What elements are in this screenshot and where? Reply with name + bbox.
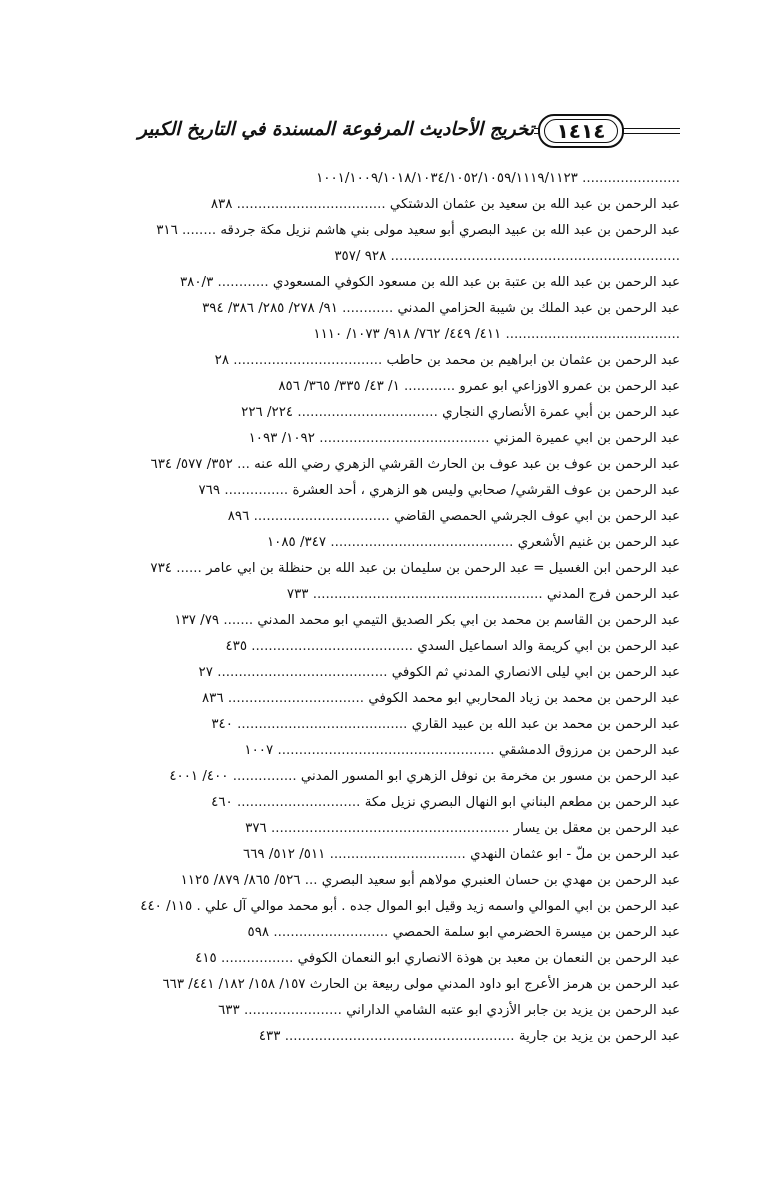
- index-entry: [84, 348, 680, 374]
- dot-leader: .: [196, 899, 201, 914]
- index-entry: [84, 868, 680, 894]
- dot-leader: ......................................................: [284, 1029, 515, 1044]
- hadith-numbers: ٧٣٣: [286, 587, 309, 602]
- index-entry: [84, 738, 680, 764]
- index-entry: [84, 946, 680, 972]
- hadith-numbers: ٦٣٣: [218, 1003, 240, 1018]
- narrator-name: عبد الرحمن بن يزيد بن جابر الأزدي ابو عتبه الشامي الداراني: [346, 1003, 680, 1018]
- index-entry: [84, 634, 680, 660]
- index-entry: [84, 270, 680, 296]
- dot-leader: .......................: [582, 171, 680, 186]
- dot-leader: .........................................: [505, 327, 680, 342]
- narrator-name: عبد الرحمن بن محمد بن زياد المحاربي ابو محمد الكوفي: [368, 691, 680, 706]
- page-number-badge: [538, 114, 624, 148]
- index-entry: [84, 504, 680, 530]
- hadith-numbers: ٣٤٠: [211, 717, 233, 732]
- index-entry: [84, 452, 680, 478]
- narrator-name: عبد الرحمن بن عبد الملك بن شيبة الحزامي المدني: [397, 301, 680, 316]
- dot-leader: ................................: [253, 509, 390, 524]
- index-entry: [84, 764, 680, 790]
- dot-leader: .............................: [236, 795, 361, 810]
- narrator-name: عبد الرحمن بن يزيد بن جارية: [518, 1029, 680, 1044]
- hadith-numbers: ١٠٩٢/ ١٠٩٣: [248, 431, 315, 446]
- index-entry: [84, 842, 680, 868]
- index-entry: [84, 972, 680, 998]
- index-entry: [84, 920, 680, 946]
- hadith-numbers: ٣٧٦: [245, 821, 267, 836]
- index-entry: [84, 790, 680, 816]
- dot-leader: ................................: [329, 847, 466, 862]
- narrator-name: عبد الرحمن بن غنيم الأشعري: [517, 535, 680, 550]
- dot-leader: ............: [404, 379, 456, 394]
- dot-leader: ............: [217, 275, 269, 290]
- index-entry: [84, 530, 680, 556]
- index-entry: [84, 1024, 680, 1050]
- dot-leader: ......: [176, 561, 202, 576]
- narrator-name: عبد الرحمن بن مطعم البناني ابو النهال البصري نزيل مكة: [364, 795, 680, 810]
- narrator-name: عبد الرحمن بن عبد الله بن سعيد بن عثمان الدشتكي: [389, 197, 680, 212]
- hadith-numbers: ١/ ٤٣/ ٣٣٥/ ٣٦٥/ ٨٥٦: [278, 379, 400, 394]
- hadith-numbers: ٤٠٠/ ٤٠٠١: [169, 769, 229, 784]
- hadith-numbers: ٣٥٢/ ٥٧٧/ ٦٣٤: [150, 457, 233, 472]
- index-entry: [84, 374, 680, 400]
- narrator-name: عبد الرحمن بن القاسم بن محمد بن ابي بكر الصديق التيمي ابو محمد المدني: [257, 613, 680, 628]
- dot-leader: ...................................................: [277, 743, 495, 758]
- narrator-name: عبد الرحمن بن عثمان بن ابراهيم بن محمد بن حاطب: [386, 353, 680, 368]
- narrator-name: عبد الرحمن بن مسور بن مخرمة بن نوفل الزهري ابو المسور المدني: [300, 769, 680, 784]
- index-entry: [84, 218, 680, 244]
- index-entry: [84, 608, 680, 634]
- hadith-numbers: ٢٢٤/ ٢٢٦: [241, 405, 294, 420]
- hadith-numbers: ٩٢٨ /٣٥٧: [334, 249, 387, 264]
- narrator-name: عبد الرحمن بن ميسرة الحضرمي ابو سلمة الحمصي: [392, 925, 680, 940]
- index-entry: [84, 816, 680, 842]
- narrator-name: عبد الرحمن بن محمد بن عبد الله بن عبيد القاري: [411, 717, 680, 732]
- hadith-numbers: ٧٣٤: [150, 561, 172, 576]
- narrator-name: عبد الرحمن بن هرمز الأعرج ابو داود المدني مولى ربيعة بن الحارث: [309, 977, 680, 992]
- dot-leader: ......................................: [251, 639, 414, 654]
- narrator-name: عبد الرحمن ابن الغسيل = عبد الرحمن بن سليمان بن عبد الله بن حنظلة بن ابي عامر: [206, 561, 680, 576]
- dot-leader: .......................: [243, 1003, 342, 1018]
- running-title: تخريج الأحاديث المرفوعة المسندة في التاريخ الكبير: [84, 114, 534, 146]
- index-entry: [84, 998, 680, 1024]
- hadith-numbers: ١١٥/ ٤٤٠: [140, 899, 193, 914]
- hadith-numbers: ٨٣٦: [201, 691, 224, 706]
- narrator-name: عبد الرحمن بن ابي الموالي واسمه زيد وقيل ابو الموال جده . أبو محمد موالي آل علي: [204, 899, 680, 914]
- index-entry: [84, 712, 680, 738]
- index-entry: [84, 556, 680, 582]
- dot-leader: ...: [237, 457, 250, 472]
- narrator-name: عبد الرحمن بن مهدي بن حسان العنبري مولاهم أبو سعيد البصري: [321, 873, 680, 888]
- narrator-name: عبد الرحمن بن عبد الله بن عتبة بن عبد الله بن مسعود الكوفي المسعودي: [272, 275, 680, 290]
- index-entry: [84, 582, 680, 608]
- narrator-name: عبد الرحمن بن النعمان بن معبد بن هوذة الانصاري ابو النعمان الكوفي: [297, 951, 680, 966]
- narrator-name: عبد الرحمن بن عبد الله بن عبيد البصري أبو سعيد مولى بني هاشم نزيل مكة جردقه: [220, 223, 680, 238]
- dot-leader: ...............: [224, 483, 289, 498]
- dot-leader: ...................................: [233, 353, 383, 368]
- narrator-index-list: [84, 166, 680, 1050]
- hadith-numbers: ٣١٦: [156, 223, 178, 238]
- hadith-numbers: ٧٦٩: [198, 483, 221, 498]
- hadith-numbers: ٤١٥: [195, 951, 217, 966]
- hadith-numbers: ٧٩/ ١٣٧: [174, 613, 220, 628]
- dot-leader: ......................................................: [312, 587, 543, 602]
- hadith-numbers: ١٥٧/ ١٥٨/ ١٨٢/ ٤٤١/ ٦٦٣: [162, 977, 306, 992]
- narrator-name: عبد الرحمن بن ابي كريمة والد اسماعيل السدي: [417, 639, 680, 654]
- index-entry: [84, 478, 680, 504]
- hadith-numbers: ٨٩٦: [227, 509, 250, 524]
- narrator-name: عبد الرحمن بن ملّ - ابو عثمان النهدي: [470, 847, 680, 862]
- hadith-numbers: ٢٧: [198, 665, 213, 680]
- index-entry: [84, 894, 680, 920]
- hadith-numbers: ٥١١/ ٥١٢/ ٦٦٩: [243, 847, 326, 862]
- hadith-numbers: ٣٨٠/٣: [179, 275, 214, 290]
- hadith-numbers: ١٠٠١/١٠٠٩/١٠١٨/١٠٣٤/١٠٥٢/١٠٥٩/١١١٩/١١٢٣: [316, 171, 578, 186]
- narrator-name: عبد الرحمن بن أبي عمرة الأنصاري النجاري: [442, 405, 680, 420]
- dot-leader: .................................: [297, 405, 438, 420]
- dot-leader: ................................: [227, 691, 365, 706]
- hadith-numbers: ٤٣٥: [225, 639, 248, 654]
- dot-leader: ........................................: [217, 665, 388, 680]
- index-entry: [84, 322, 680, 348]
- hadith-numbers: ٤١١/ ٤٤٩/ ٧٦٢/ ٩١٨/ ١٠٧٣/ ١١١٠: [313, 327, 502, 342]
- dot-leader: ....................................................................: [390, 249, 680, 264]
- narrator-name: عبد الرحمن بن عوف بن عبد عوف بن الحارث القرشي الزهري رضي الله عنه: [254, 457, 680, 472]
- index-entry: [84, 192, 680, 218]
- hadith-numbers: ٢٨: [214, 353, 230, 368]
- dot-leader: ...: [304, 873, 318, 888]
- dot-leader: ........................................................: [271, 821, 510, 836]
- hadith-numbers: ٥٩٨: [247, 925, 270, 940]
- hadith-numbers: ١٠٠٧: [244, 743, 274, 758]
- index-entry: [84, 296, 680, 322]
- index-entry: [84, 426, 680, 452]
- dot-leader: ...........................: [273, 925, 389, 940]
- hadith-numbers: ٤٣٣: [258, 1029, 281, 1044]
- page-number: ١٤١٤: [556, 119, 606, 143]
- dot-leader: ............: [342, 301, 394, 316]
- narrator-name: عبد الرحمن بن معقل بن يسار: [513, 821, 680, 836]
- hadith-numbers: ٨٣٨: [210, 197, 233, 212]
- dot-leader: ...........................................: [330, 535, 514, 550]
- dot-leader: ........: [182, 223, 217, 238]
- index-entry: [84, 400, 680, 426]
- narrator-name: عبد الرحمن فرج المدني: [546, 587, 680, 602]
- narrator-name: عبد الرحمن بن مرزوق الدمشقي: [498, 743, 680, 758]
- dot-leader: .................: [220, 951, 294, 966]
- index-entry: [84, 660, 680, 686]
- dot-leader: ...............: [232, 769, 297, 784]
- index-entry: [84, 244, 680, 270]
- index-entry: [84, 166, 680, 192]
- dot-leader: ........................................: [319, 431, 490, 446]
- index-entry: [84, 686, 680, 712]
- hadith-numbers: ٣٤٧/ ١٠٨٥: [266, 535, 327, 550]
- dot-leader: ...................................: [236, 197, 386, 212]
- dot-leader: ........................................: [237, 717, 408, 732]
- dot-leader: .......: [223, 613, 254, 628]
- narrator-name: عبد الرحمن بن عمرو الاوزاعي ابو عمرو: [459, 379, 680, 394]
- narrator-name: عبد الرحمن بن ابي ليلى الانصاري المدني ثم الكوفي: [391, 665, 680, 680]
- hadith-numbers: ٥٢٦/ ٨٦٥/ ٨٧٩/ ١١٢٥: [180, 873, 301, 888]
- narrator-name: عبد الرحمن بن عوف القرشي/ صحابي وليس هو الزهري ، أحد العشرة: [292, 483, 680, 498]
- narrator-name: عبد الرحمن بن ابي عميرة المزني: [493, 431, 680, 446]
- page-header: [84, 108, 680, 152]
- narrator-name: عبد الرحمن بن ابي عوف الجرشي الحمصي القاضي: [394, 509, 680, 524]
- hadith-numbers: ٤٦٠: [211, 795, 233, 810]
- hadith-numbers: ٩١/ ٢٧٨/ ٢٨٥/ ٣٨٦/ ٣٩٤: [202, 301, 338, 316]
